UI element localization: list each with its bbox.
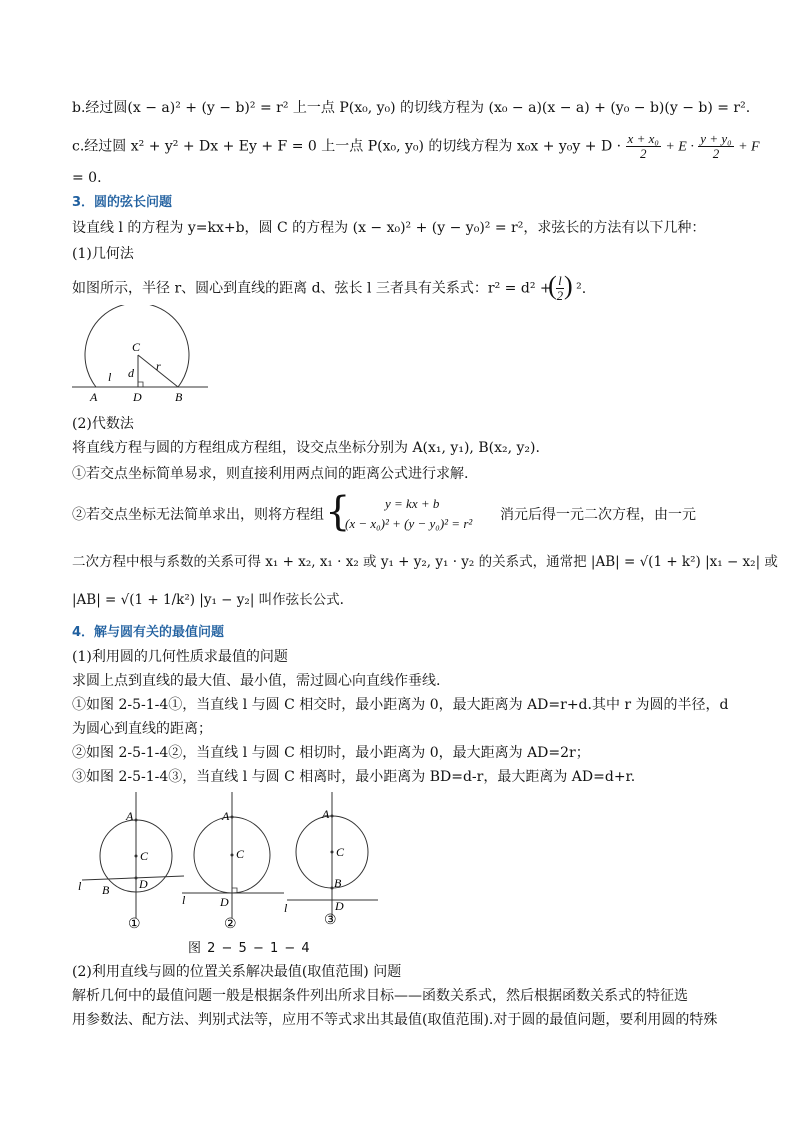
label-l: l	[108, 370, 112, 384]
chord-formula: |AB| = √(1 + 1/k²) |y₁ − y₂| 叫作弦长公式.	[72, 592, 344, 608]
fraction-l-half	[548, 271, 573, 303]
geometric-relation-end: ².	[576, 280, 587, 297]
method-geometric: (1)几何法	[72, 246, 134, 262]
chord-setup: 设直线 l 的方程为 y=kx+b，圆 C 的方程为 (x − x₀)² + (y − y₀)² = r²，求弦长的方法有以下几种：	[72, 220, 706, 236]
d1-label-B: B	[102, 883, 110, 897]
extremum-case3: ③如图 2-5-1-4③，当直线 l 与圆 C 相离时，最小距离为 BD=d-r，最大距离为 AD=d+r.	[72, 769, 636, 785]
extremum-method1: (1)利用圆的几何性质求最值的问题	[72, 649, 288, 665]
chord-diagram	[72, 305, 212, 405]
label-A: A	[90, 390, 98, 404]
algebraic-case1: ①若交点坐标简单易求，则直接利用两点间的距离公式进行求解.	[72, 466, 469, 482]
figure-2-5-1-4	[72, 790, 392, 940]
label-r: r	[156, 359, 161, 373]
geometric-relation	[72, 271, 587, 303]
system-brace: {	[325, 489, 351, 535]
fraction-l-den: 2	[556, 288, 564, 303]
label-D: D	[133, 390, 142, 404]
extremum-intro: 求圆上点到直线的最大值、最小值，需过圆心向直线作垂线.	[72, 673, 441, 689]
fraction-x-den: 2	[639, 146, 647, 161]
diagram-intersect	[78, 792, 184, 932]
d2-label-D: D	[220, 895, 229, 909]
d3-label-D: D	[335, 899, 344, 913]
diagram-tangent	[182, 792, 284, 932]
algebraic-case2	[72, 505, 324, 525]
d2-label-C: C	[236, 847, 245, 861]
right-angle-mark	[138, 382, 143, 387]
d1-label-C: C	[140, 849, 149, 863]
d2-label-l: l	[182, 893, 186, 907]
extremum-case1-cont: 为圆心到直线的距离；	[72, 721, 212, 737]
geometric-relation-text: 如图所示，半径 r、圆心到直线的距离 d、弦长 l 三者具有关系式：r² = d² +	[72, 280, 552, 297]
vieta-relation: 二次方程中根与系数的关系可得 x₁ + x₂, x₁ · x₂ 或 y₁ + y₂, y₁ · y₂ 的关系式，通常把 |AB| = √(1 + k²) |x₁ − x₂| 或	[72, 554, 778, 570]
label-C: C	[132, 340, 141, 354]
paren-open: (	[548, 271, 557, 300]
sub-label-3: ③	[324, 913, 337, 928]
system-eq1: y = kx + b	[385, 496, 440, 511]
fraction-y-num: y + y₀	[700, 131, 732, 146]
extremum-method2: (2)利用直线与圆的位置关系解决最值(取值范围) 问题	[72, 964, 402, 980]
algebraic-case2-tail: 消元后得一元二次方程，由一元	[500, 507, 696, 523]
tangent-formula-b: b.经过圆(x − a)² + (y − b)² = r² 上一点 P(x₀, y₀) 的切线方程为 (x₀ − a)(x − a) + (y₀ − b)(y − b) = r².	[72, 100, 751, 116]
tangent-formula-c-text: c.经过圆 x² + y² + Dx + Ey + F = 0 上一点 P(x₀, y₀) 的切线方程为 x₀x + y₀y + D ·	[72, 138, 622, 155]
heading-extremum: 4．解与圆有关的最值问题	[72, 625, 225, 640]
tangent-formula-c-end: + F	[738, 139, 760, 155]
d3-label-A: A	[322, 807, 330, 821]
sub-label-2: ②	[224, 917, 237, 932]
d1-label-D: D	[139, 877, 148, 891]
d2-label-A: A	[222, 809, 230, 823]
fraction-y-den: 2	[712, 146, 720, 161]
d3-label-l: l	[284, 901, 288, 915]
label-d: d	[128, 366, 134, 380]
extremum-case1: ①如图 2-5-1-4①，当直线 l 与圆 C 相交时，最小距离为 0，最大距离为 AD=r+d.其中 r 为圆的半径，d	[72, 697, 729, 713]
tangent-formula-c	[72, 132, 760, 161]
fraction-y	[698, 132, 733, 161]
extremum-case2: ②如图 2-5-1-4②，当直线 l 与圆 C 相切时，最小距离为 0，最大距离为 AD=2r；	[72, 745, 590, 761]
paren-close: )	[564, 271, 573, 300]
extremum-method2-desc-cont: 用参数法、配方法、判别式法等，应用不等式求出其最值(取值范围).对于圆的最值问题，要利用圆的特殊	[72, 1012, 718, 1028]
tangent-formula-c-end-line: = 0.	[72, 170, 102, 186]
algebraic-case2-text: ②若交点坐标无法简单求出，则将方程组	[72, 507, 324, 523]
fraction-x	[626, 132, 661, 161]
d1-label-A: A	[126, 809, 134, 823]
extremum-method2-desc: 解析几何中的最值问题一般是根据条件列出所求目标——函数关系式，然后根据函数关系式的特征选	[72, 988, 688, 1004]
heading-chord-length: 3．圆的弦长问题	[72, 195, 173, 210]
d3-label-B: B	[334, 876, 342, 890]
d3-label-C: C	[336, 845, 345, 859]
tangent-formula-c-mid: + E ·	[665, 139, 694, 155]
algebraic-setup: 将直线方程与圆的方程组成方程组，设交点坐标分别为 A(x₁, y₁), B(x₂, y₂).	[72, 440, 540, 456]
figure-caption: 图 2 − 5 − 1 − 4	[188, 941, 311, 956]
sub-label-1: ①	[128, 917, 141, 932]
fraction-x-num: x + x₀	[627, 131, 659, 146]
label-B: B	[175, 390, 183, 404]
fraction-l-num: l	[558, 273, 562, 288]
system-eq2: (x − x₀)² + (y − y₀)² = r²	[345, 516, 473, 531]
d1-label-l: l	[78, 879, 82, 893]
diagram-separate	[284, 792, 378, 928]
method-algebraic: (2)代数法	[72, 416, 134, 432]
